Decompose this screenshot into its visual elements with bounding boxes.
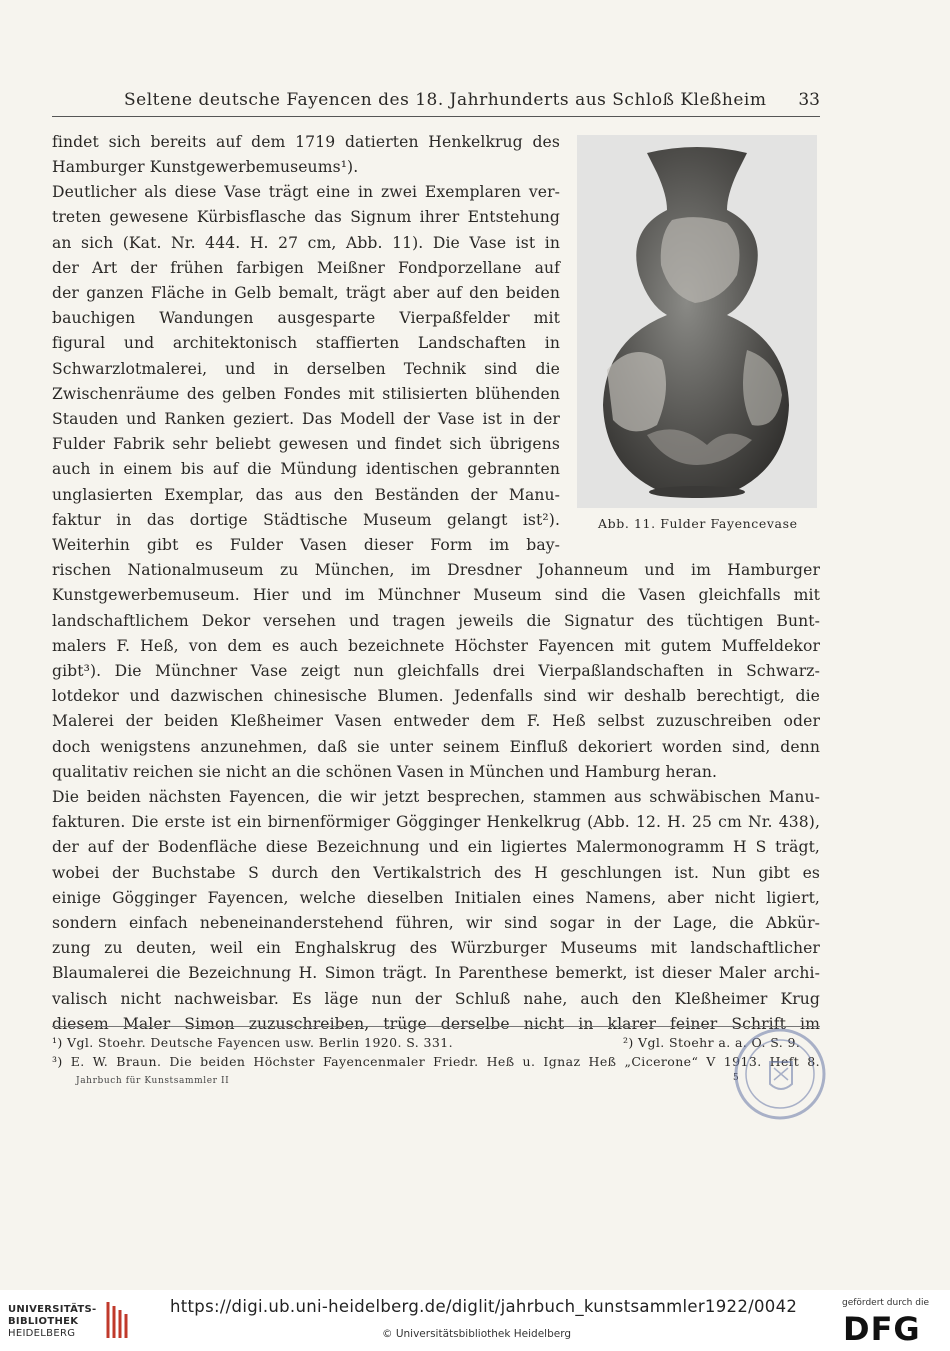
text-line: Weiterhin gibt es Fulder Vasen dieser Form im bay- <box>52 536 560 554</box>
library-stamp <box>730 1024 830 1124</box>
funding-note: gefördert durch die <box>842 1298 929 1308</box>
footnote-3: ³) E. W. Braun. Die beiden Höchster Fayencenmaler Friedr. Heß u. Ignaz Heß „Cicerone“ V 1913. Heft 8. <box>52 1054 820 1069</box>
text-line: sondern einfach nebeneinanderstehend führen, wir sind sogar in der Lage, die Abkür- <box>52 914 820 932</box>
footnote-2: ²) Vgl. Stoehr a. a. O. S. 9. <box>623 1035 801 1050</box>
signature-mark: 5 <box>733 1073 740 1083</box>
text-line: der auf der Bodenfläche diese Bezeichnung und ein ligiertes Malermonogramm H S trägt, <box>52 838 820 856</box>
vase-illustration <box>577 135 817 508</box>
text-line: Schwarzlotmalerei, und in derselben Technik sind die <box>52 360 560 378</box>
running-title: Seltene deutsche Fayencen des 18. Jahrhunderts aus Schloß Kleßheim <box>124 90 767 110</box>
library-name-line3: HEIDELBERG <box>8 1328 76 1339</box>
text-line: qualitativ reichen sie nicht an die schönen Vasen in München und Hamburg heran. <box>52 763 718 781</box>
text-line: doch wenigstens anzunehmen, daß sie unter seinem Einfluß dekoriert worden sind, denn <box>52 738 820 756</box>
text-line: zung zu deuten, weil ein Enghalskrug des Würzburger Museums mit landschaftlicher <box>52 939 820 957</box>
page-number: 33 <box>798 90 820 110</box>
vase-photograph <box>577 135 817 508</box>
digitization-footer <box>0 1290 950 1351</box>
text-line: Die beiden nächsten Fayencen, die wir jetzt besprechen, stammen aus schwäbischen Manu- <box>52 788 820 806</box>
footnote-1: ¹) Vgl. Stoehr. Deutsche Fayencen usw. Berlin 1920. S. 331. <box>52 1035 453 1050</box>
text-line: figural und architektonisch staffierten Landschaften in <box>52 334 560 352</box>
library-name-line2: BIBLIOTHEK <box>8 1316 79 1327</box>
text-line: wobei der Buchstabe S durch den Vertikalstrich des H geschlungen ist. Nun gibt es <box>52 864 820 882</box>
text-line: Malerei der beiden Kleßheimer Vasen entweder dem F. Heß selbst zuzuschreiben oder <box>52 712 820 730</box>
footnote-divider <box>52 1026 820 1027</box>
text-line: landschaftlichem Dekor versehen und tragen jeweils die Signatur des tüchtigen Bunt- <box>52 612 820 630</box>
text-line: Zwischenräume des gelben Fondes mit stilisierten blühenden <box>52 385 560 403</box>
text-line: der Art der frühen farbigen Meißner Fondporzellane auf <box>52 259 560 277</box>
text-line: diesem Maler Simon zuzuschreiben, trüge derselbe nicht in klarer feiner Schrift im <box>52 1015 820 1033</box>
text-line: treten gewesene Kürbisflasche das Signum ihrer Entstehung <box>52 208 560 226</box>
text-line: einige Gögginger Fayencen, welche dieselben Initialen eines Namens, aber nicht ligiert, <box>52 889 820 907</box>
running-head <box>52 88 820 117</box>
library-name-line1: UNIVERSITÄTS- <box>8 1304 97 1315</box>
permalink[interactable]: https://digi.ub.uni-heidelberg.de/diglit/jahrbuch_kunstsammler1922/0042 <box>170 1297 798 1316</box>
text-line: malers F. Heß, von dem es auch bezeichnete Höchster Fayencen mit gutem Muffeldekor <box>52 637 820 655</box>
figure-caption: Abb. 11. Fulder Fayencevase <box>598 516 798 531</box>
text-line: rischen Nationalmuseum zu München, im Dresdner Johanneum und im Hamburger <box>52 561 820 579</box>
text-line: Kunstgewerbemuseum. Hier und im Münchner Museum sind die Vasen gleichfalls mit <box>52 586 820 604</box>
text-line: der ganzen Fläche in Gelb bemalt, trägt aber auf den beiden <box>52 284 560 302</box>
text-line: valisch nicht nachweisbar. Es läge nun der Schluß nahe, auch den Kleßheimer Krug <box>52 990 820 1008</box>
copyright-notice: © Universitätsbibliothek Heidelberg <box>382 1328 572 1340</box>
text-line: Stauden und Ranken geziert. Das Modell der Vase ist in der <box>52 410 560 428</box>
text-line: faktur in das dortige Städtische Museum gelangt ist²). <box>52 511 560 529</box>
text-line: findet sich bereits auf dem 1719 datierten Henkelkrug des <box>52 133 560 151</box>
text-line: Blaumalerei die Bezeichnung H. Simon trägt. In Parenthese bemerkt, ist dieser Maler archi- <box>52 964 820 982</box>
text-line: auch in einem bis auf die Mündung identischen gebrannten <box>52 460 560 478</box>
text-line: bauchigen Wandungen ausgesparte Vierpaßfelder mit <box>52 309 560 327</box>
text-line: an sich (Kat. Nr. 444. H. 27 cm, Abb. 11). Die Vase ist in <box>52 234 560 252</box>
text-line: Fulder Fabrik sehr beliebt gewesen und findet sich übrigens <box>52 435 560 453</box>
text-line: unglasierten Exemplar, das aus den Beständen der Manu- <box>52 486 560 504</box>
text-line: Deutlicher als diese Vase trägt eine in zwei Exemplaren ver- <box>52 183 560 201</box>
text-line: fakturen. Die erste ist ein birnenförmiger Gögginger Henkelkrug (Abb. 12. H. 25 cm Nr. 438), <box>52 813 820 831</box>
dfg-logo <box>843 1310 938 1348</box>
text-line: gibt³). Die Münchner Vase zeigt nun gleichfalls drei Vierpaßlandschaften in Schwarz- <box>52 662 820 680</box>
text-line: lotdekor und dazwischen chinesische Blumen. Jedenfalls sind wir deshalb berechtigt, die <box>52 687 820 705</box>
journal-signature: Jahrbuch für Kunstsammler II <box>76 1076 230 1086</box>
text-line: Hamburger Kunstgewerbemuseums¹). <box>52 158 359 176</box>
dfg-wordmark: DFG <box>843 1310 921 1348</box>
